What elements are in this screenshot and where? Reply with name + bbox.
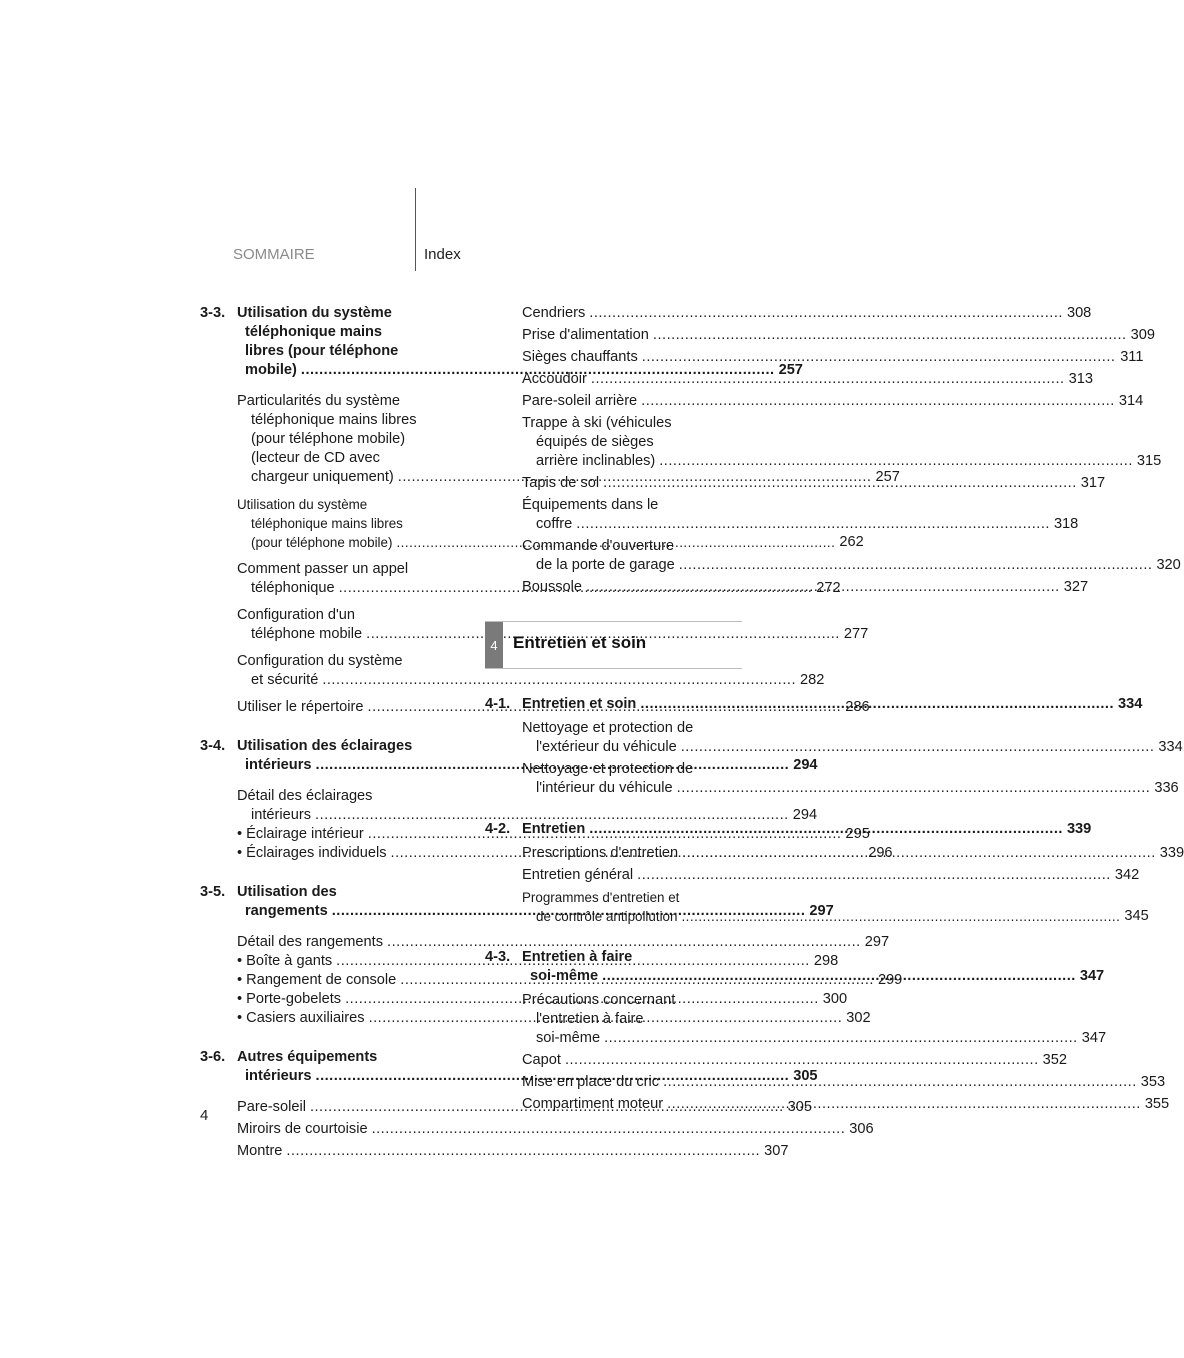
section-number: 4-3. <box>485 949 511 965</box>
section-title-line: Entretien <box>522 821 586 837</box>
entry-line: Commande d'ouverture <box>522 538 675 554</box>
page-number-ref: 257 <box>875 469 900 485</box>
section-title-line: Autres équipements <box>237 1049 378 1065</box>
entry-line: Accoudoir <box>522 371 587 387</box>
entry-line: l'extérieur du véhicule <box>536 739 677 755</box>
entry-line: Pare-soleil <box>237 1099 306 1115</box>
section-number: 3-5. <box>200 884 226 900</box>
entry-line: téléphonique mains libres <box>251 516 403 531</box>
entry-line: • Casiers auxiliaires <box>237 1010 365 1026</box>
entry-line: Compartiment moteur <box>522 1096 664 1112</box>
page-number-ref: 305 <box>787 1099 812 1115</box>
toc-entry[interactable] <box>522 719 1183 757</box>
toc-entry[interactable] <box>237 1142 789 1161</box>
toc-entry[interactable] <box>485 392 1144 411</box>
entry-line: Montre <box>237 1143 283 1159</box>
page-number-ref: 300 <box>822 991 848 1007</box>
toc-entry[interactable] <box>485 414 1162 471</box>
entry-line: Équipements dans le <box>522 497 659 513</box>
entry-line: (pour téléphone mobile) <box>251 535 393 550</box>
toc-entry[interactable] <box>485 304 1092 323</box>
page-number-ref: 336 <box>1154 780 1179 796</box>
page-number-ref: 305 <box>793 1068 818 1084</box>
entry-line: Comment passer un appel <box>237 561 409 577</box>
page-number-ref: 327 <box>1063 579 1089 595</box>
sommaire-link[interactable]: SOMMAIRE <box>233 246 315 263</box>
page-number-ref: 313 <box>1068 371 1093 387</box>
entry-line: Nettoyage et protection de <box>522 761 694 777</box>
page-number-ref: 342 <box>1114 867 1140 883</box>
entry-line: (lecteur de CD avec <box>251 450 380 466</box>
page-number-ref: 299 <box>877 972 903 988</box>
page-number-ref: 297 <box>864 934 890 950</box>
entry-line: Prise d'alimentation <box>522 327 649 343</box>
page-number-ref: 282 <box>800 672 825 688</box>
chapter-title: Entretien et soin <box>513 633 647 652</box>
page-number-ref: 334 <box>1118 696 1143 712</box>
page-number-ref: 286 <box>845 699 870 715</box>
entry-line: Tapis de sol <box>522 475 600 491</box>
entry-line: Détail des rangements <box>237 934 384 950</box>
entry-line: téléphonique mains libres <box>251 412 417 428</box>
page-number-ref: 307 <box>764 1143 789 1159</box>
entry-line: Mise en place du cric <box>522 1074 660 1090</box>
section-title-line: Entretien et soin <box>522 696 637 712</box>
page-number: 4 <box>200 1107 209 1124</box>
page-number-ref: 272 <box>816 580 841 596</box>
section-title-line: libres (pour téléphone <box>245 343 399 359</box>
entry-line: soi-même <box>536 1030 601 1046</box>
entry-line: l'intérieur du véhicule <box>536 780 673 796</box>
toc-entry[interactable] <box>522 866 1140 885</box>
section-number: 3-4. <box>200 738 226 754</box>
page-number-ref: 294 <box>792 807 818 823</box>
page-number-ref: 296 <box>868 845 893 861</box>
page-number-ref: 298 <box>813 953 839 969</box>
entry-line: et sécurité <box>251 672 319 688</box>
entry-line: Détail des éclairages <box>237 788 373 804</box>
chapter-header[interactable] <box>485 621 742 669</box>
page-number-ref: 345 <box>1124 908 1149 924</box>
toc-entry[interactable] <box>485 326 1155 345</box>
entry-line: Miroirs de courtoisie <box>237 1121 368 1137</box>
section-title-line: Entretien à faire <box>522 949 633 965</box>
entry-line: de la porte de garage <box>536 557 675 573</box>
page-number-ref: 277 <box>843 626 869 642</box>
toc-entry[interactable] <box>485 496 1079 534</box>
page-number-ref: 347 <box>1081 1030 1107 1046</box>
entry-line: Précautions concernant <box>522 992 676 1008</box>
entry-line: Particularités du système <box>237 393 401 409</box>
entry-line: intérieurs <box>251 807 312 823</box>
page-number-ref: 352 <box>1042 1052 1067 1068</box>
entry-line: arrière inclinables) <box>536 453 656 469</box>
page-number-ref: 334 <box>1158 739 1183 755</box>
section-title-line: soi-même <box>530 968 599 984</box>
section-title-line: Utilisation des <box>237 884 337 900</box>
page-number-ref: 311 <box>1120 349 1144 365</box>
entry-line: chargeur uniquement) <box>251 469 394 485</box>
page-number-ref: 339 <box>1159 845 1184 861</box>
page-number-ref: 339 <box>1066 821 1092 837</box>
section-title-line: Utilisation des éclairages <box>237 738 413 754</box>
entry-line: (pour téléphone mobile) <box>251 431 406 447</box>
page-number-ref: 306 <box>849 1121 874 1137</box>
header-divider <box>415 188 416 271</box>
page-number-ref: 302 <box>846 1010 871 1026</box>
entry-line: Configuration du système <box>237 653 403 669</box>
page-number-ref: 353 <box>1140 1074 1166 1090</box>
section-title-line: rangements <box>245 903 328 919</box>
entry-line: Pare-soleil arrière <box>522 393 638 409</box>
entry-line: • Éclairages individuels <box>237 845 387 861</box>
entry-line: Boussole <box>522 579 583 595</box>
section-number: 3-6. <box>200 1049 226 1065</box>
toc-entry[interactable] <box>237 652 825 690</box>
page-number-ref: 347 <box>1079 968 1105 984</box>
entry-line: de contrôle antipollution <box>536 909 678 924</box>
entry-line: • Porte-gobelets <box>237 991 342 1007</box>
page-number-ref: 318 <box>1053 516 1079 532</box>
toc-entry[interactable] <box>237 933 890 952</box>
entry-line: Prescriptions d'entretien <box>522 845 679 861</box>
chapter-tab: 4 <box>485 622 503 668</box>
entry-line: téléphonique <box>251 580 335 596</box>
page-number-ref: 315 <box>1136 453 1162 469</box>
entry-line: Capot <box>522 1052 561 1068</box>
section-title-line: téléphonique mains <box>245 324 383 340</box>
page-number-ref: 317 <box>1080 475 1106 491</box>
entry-line: Nettoyage et protection de <box>522 720 694 736</box>
entry-line: Entretien général <box>522 867 634 883</box>
page-number-ref: 320 <box>1156 557 1181 573</box>
entry-line: Utiliser le répertoire <box>237 699 364 715</box>
page-number-ref: 308 <box>1066 305 1092 321</box>
toc-entry[interactable] <box>522 1051 1067 1070</box>
page-number-ref: 294 <box>793 757 818 773</box>
entry-line: Configuration d'un <box>237 607 355 623</box>
section-title-line: mobile) <box>245 362 297 378</box>
page-number-ref: 262 <box>839 534 864 550</box>
page-number-ref: 314 <box>1118 393 1144 409</box>
entry-line: Utilisation du système <box>237 497 368 512</box>
entry-line: • Éclairage intérieur <box>237 826 364 842</box>
section-number: 4-1. <box>485 696 511 712</box>
entry-line: l'entretien à faire <box>536 1011 644 1027</box>
toc-entry[interactable] <box>485 348 1144 367</box>
entry-line: Trappe à ski (véhicules <box>522 415 672 431</box>
entry-line: équipés de sièges <box>536 434 654 450</box>
entry-line: Sièges chauffants <box>522 349 638 365</box>
entry-line: • Rangement de console <box>237 972 397 988</box>
page-number-ref: 297 <box>809 903 834 919</box>
entry-line: Cendriers <box>522 305 586 321</box>
entry-line: coffre <box>536 516 573 532</box>
page-number-ref: 295 <box>845 826 870 842</box>
index-link[interactable]: Index <box>424 246 461 263</box>
section-title-line: intérieurs <box>245 1068 312 1084</box>
section-title-line: Utilisation du système <box>237 305 392 321</box>
toc-entry[interactable] <box>237 1120 874 1139</box>
page-number-ref: 257 <box>778 362 803 378</box>
entry-line: téléphone mobile <box>251 626 363 642</box>
entry-line: • Boîte à gants <box>237 953 333 969</box>
section-number: 4-2. <box>485 821 511 837</box>
page-number-ref: 309 <box>1130 327 1155 343</box>
section-number: 3-3. <box>200 305 226 321</box>
page-number-ref: 355 <box>1144 1096 1170 1112</box>
entry-line: Programmes d'entretien et <box>522 890 680 905</box>
section-title-line: intérieurs <box>245 757 312 773</box>
